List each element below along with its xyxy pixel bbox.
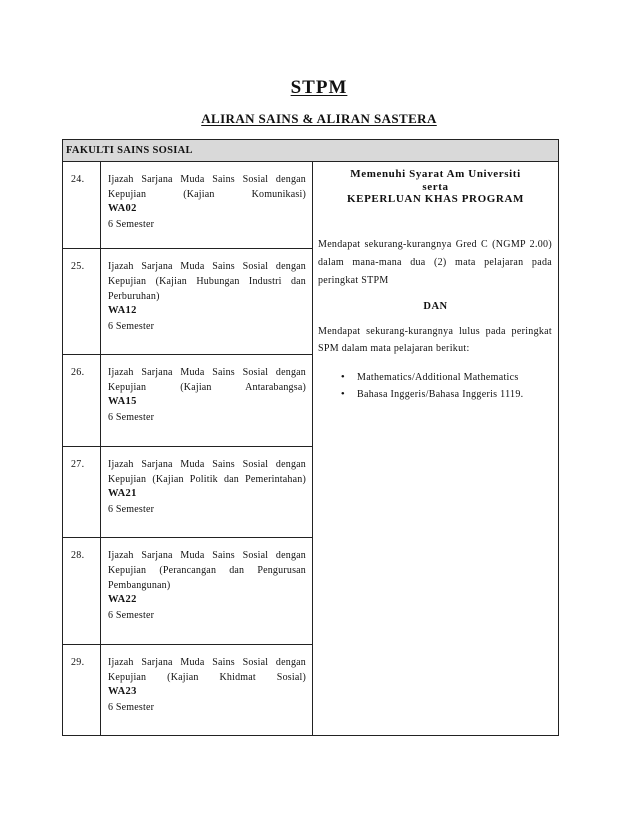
stpm-requirement-line: peringkat STPM	[318, 275, 389, 286]
program-duration: 6 Semester	[108, 702, 155, 713]
program-duration: 6 Semester	[108, 412, 155, 423]
requirements-heading	[313, 168, 558, 206]
stpm-requirement	[318, 236, 552, 290]
program-details	[101, 447, 312, 537]
program-code: WA23	[108, 686, 137, 697]
program-name-line: Kepujian (Kajian Politik dan Pemerintahan)	[108, 474, 306, 485]
program-code: WA02	[108, 203, 137, 214]
subject-list	[313, 369, 552, 403]
program-number: 28.	[63, 538, 101, 644]
bullet-icon	[339, 369, 347, 386]
spm-requirement-line: Mendapat sekurang-kurangnya lulus pada peringkat	[318, 326, 552, 337]
program-code: WA12	[108, 305, 137, 316]
table-row	[63, 645, 312, 735]
program-name-line: Kepujian (Kajian Khidmat Sosial)	[108, 672, 306, 683]
program-name-line: Ijazah Sarjana Muda Sains Sosial dengan	[108, 174, 306, 185]
program-name-line: Kepujian (Kajian Hubungan Industri dan	[108, 276, 306, 287]
program-number: 27.	[63, 447, 101, 537]
program-name-line: Kepujian (Kajian Antarabangsa)	[108, 382, 306, 393]
program-details	[101, 249, 312, 354]
program-details	[101, 355, 312, 446]
program-duration: 6 Semester	[108, 610, 155, 621]
program-details	[101, 645, 312, 735]
program-name-line: Ijazah Sarjana Muda Sains Sosial dengan	[108, 657, 306, 668]
program-details	[101, 538, 312, 644]
program-duration: 6 Semester	[108, 321, 155, 332]
program-number: 25.	[63, 249, 101, 354]
programs-table	[62, 139, 559, 736]
program-code: WA21	[108, 488, 137, 499]
program-details	[101, 162, 312, 248]
program-name-line: Pembangunan)	[108, 580, 171, 591]
program-name-line: Ijazah Sarjana Muda Sains Sosial dengan	[108, 459, 306, 470]
program-name-line: Ijazah Sarjana Muda Sains Sosial dengan	[108, 550, 306, 561]
table-row	[63, 447, 312, 538]
program-number: 29.	[63, 645, 101, 735]
bullet-icon	[339, 386, 347, 403]
program-code: WA15	[108, 396, 137, 407]
program-name-line: Perburuhan)	[108, 291, 160, 302]
program-name-line: Kepujian (Kajian Komunikasi)	[108, 189, 306, 200]
requirements-cell	[313, 162, 558, 735]
program-duration: 6 Semester	[108, 219, 155, 230]
page-subtitle: ALIRAN SAINS & ALIRAN SASTERA	[201, 111, 437, 126]
requirements-heading-line: Memenuhi Syarat Am Universiti	[350, 168, 521, 180]
program-number: 26.	[63, 355, 101, 446]
program-list	[63, 162, 313, 735]
program-number: 24.	[63, 162, 101, 248]
spm-requirement	[318, 323, 552, 357]
program-code: WA22	[108, 594, 137, 605]
faculty-header: FAKULTI SAINS SOSIAL	[63, 140, 558, 162]
stpm-requirement-line: dalam mana-mana dua (2) mata pelajaran pada	[318, 257, 552, 268]
spm-requirement-line: SPM dalam mata pelajaran berikut:	[318, 343, 470, 354]
table-row	[63, 249, 312, 355]
connector-text: DAN	[423, 301, 448, 312]
program-name-line: Kepujian (Perancangan dan Pengurusan	[108, 565, 306, 576]
subject-name: Mathematics/Additional Mathematics	[357, 372, 519, 383]
table-row	[63, 355, 312, 447]
program-duration: 6 Semester	[108, 504, 155, 515]
list-item	[313, 386, 552, 403]
page-title: STPM	[290, 77, 348, 98]
subject-name: Bahasa Inggeris/Bahasa Inggeris 1119.	[357, 389, 524, 400]
requirements-heading-line: serta	[422, 180, 449, 193]
table-row	[63, 538, 312, 645]
requirements-heading-line: KEPERLUAN KHAS PROGRAM	[347, 193, 524, 205]
list-item	[313, 369, 552, 386]
stpm-requirement-line: Mendapat sekurang-kurangnya Gred C (NGMP 2.00)	[318, 239, 552, 250]
program-name-line: Ijazah Sarjana Muda Sains Sosial dengan	[108, 261, 306, 272]
table-row	[63, 162, 312, 249]
program-name-line: Ijazah Sarjana Muda Sains Sosial dengan	[108, 367, 306, 378]
